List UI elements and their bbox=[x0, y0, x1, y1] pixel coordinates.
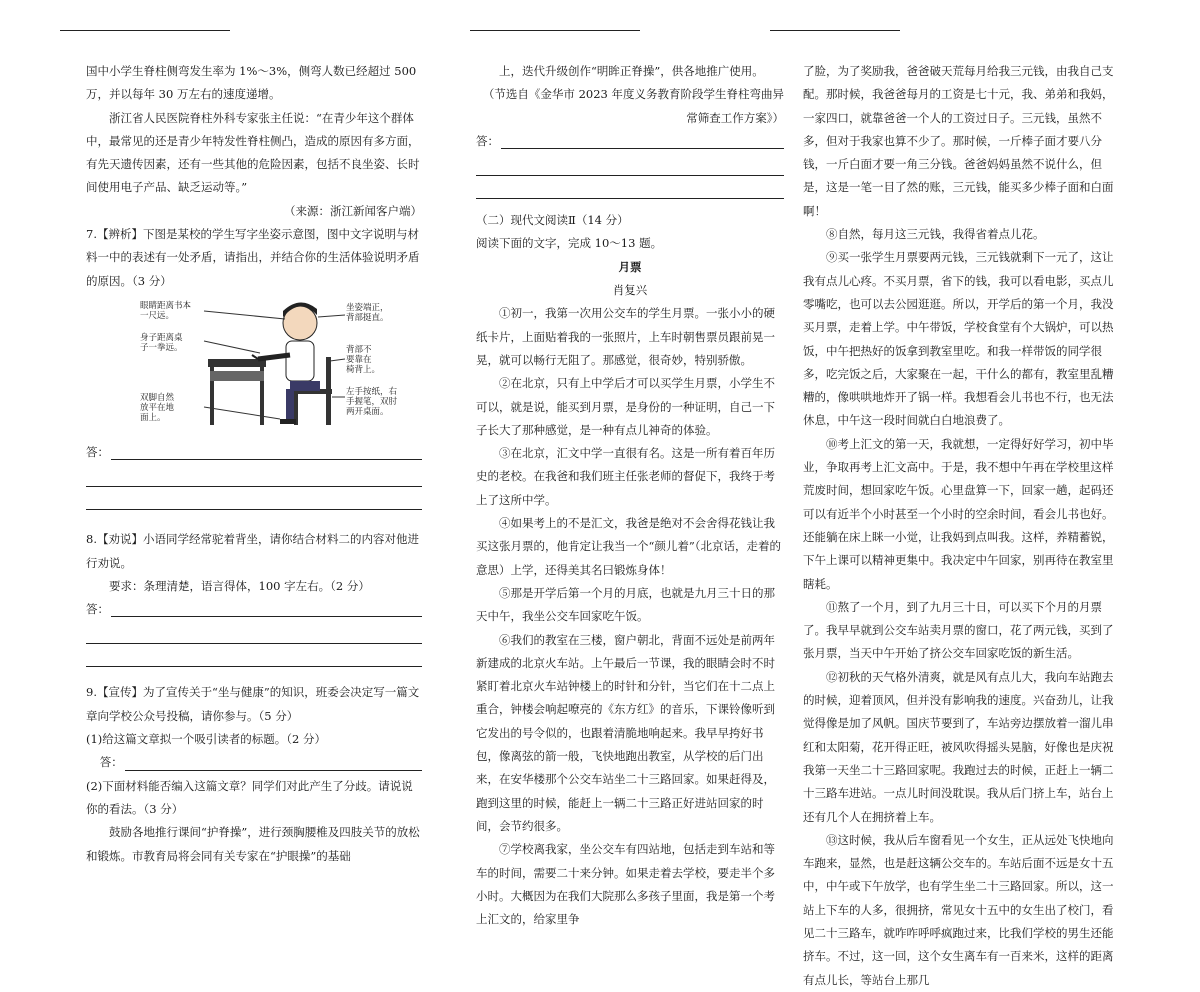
material-source: （来源：浙江新闻客户端） bbox=[284, 203, 422, 218]
question-8: 8.【劝说】小语同学经常驼着背坐，请你结合材料二的内容对他进行劝说。 bbox=[86, 532, 419, 570]
article-paragraph: ⑬这时候，我从后车窗看见一个女生，正从远处飞快地向车跑来，显然，也是赶这辆公交车的。车站后面不远是女十五中，中午或下午放学，也有学生坐二十三路回家。所以，这一站上下车的人多，很拥挤，常见女十五中的女生出了校门，看见二十三路车，就咋咋呼呼疯跑过来，比我们学校的男生还能挤车。不过，这一回，这个女生离车有一百来米，这样的距离有点儿长，等站台上那几 bbox=[803, 832, 1114, 987]
q8-answer-line[interactable]: 答： bbox=[86, 598, 422, 621]
article-paragraph: ⑩考上汇文的第一天，我就想，一定得好好学习，初中毕业，争取再考上汇文高中。于是，我不想中午再在学校里这样荒废时间，想回家吃午饭。心里盘算一下，回家一趟，起码还可以有近半个小时甚至一个小时的空余时间，看会儿书也好。还能躺在床上眯一小觉，让我妈到点叫我。这样，养精蓄锐，下午上课可以精神更集中。我决定中午回家，别再待在教室里瞎耗。 bbox=[803, 436, 1114, 591]
question-9-2: (2)下面材料能否编入这篇文章？同学们对此产生了分歧。请说说你的看法。（3 分） bbox=[86, 778, 413, 816]
article-author: 肖复兴 bbox=[612, 283, 648, 298]
figure-label-back: 背部不 要靠在 椅背上。 bbox=[346, 344, 381, 375]
figure-label-posture: 坐姿端正， 背部挺直。 bbox=[346, 302, 389, 323]
material-paragraph: 国中小学生脊柱侧弯发生率为 1%～3%，侧弯人数已经超过 500 万，并以每年 30 万左右的速度递增。 bbox=[86, 64, 420, 102]
question-7: 7.【辨析】下图是某校的学生写字坐姿示意图，图中文字说明与材料一中的表述有一处矛盾，请指出，并结合你的生活体验说明矛盾的原因。（3 分） bbox=[86, 227, 420, 288]
answer-line[interactable] bbox=[86, 487, 422, 510]
material-paragraph: 浙江省人民医院脊柱外科专家张主任说：“在青少年这个群体中，最常见的还是青少年特发性脊柱侧凸，造成的原因有多方面，有先天遗传因素，还有一些其他的危险因素，包括不良坐姿、长时间使用电子产品、缺乏运动等。” bbox=[86, 110, 420, 195]
figure-label-body-distance: 身子距离桌 子一拳远。 bbox=[140, 332, 183, 353]
sitting-posture-figure bbox=[140, 297, 400, 437]
article-title: 月票 bbox=[618, 259, 642, 274]
answer-line[interactable] bbox=[86, 644, 422, 667]
figure-label-hands: 左手按纸，右 手握笔，双肘 两开桌面。 bbox=[346, 386, 398, 417]
question-9: 9.【宣传】为了宣传关于“坐与健康”的知识，班委会决定写一篇文章向学校公众号投稿，请你参与。（5 分） bbox=[86, 685, 420, 723]
article-paragraph: ⑥我们的教室在三楼，窗户朝北，背面不远处是前两年新建成的北京火车站。上午最后一节课，我的眼睛会时不时紧盯着北京火车站钟楼上的时针和分针，当它们在十二点上重合，钟楼会响起嘹亮的《东方红》的音乐，下课铃像听到它发出的号令似的，也跟着清脆地响起来。我早早挎好书包，像离弦的箭一般，飞快地跑出教室，从学校的后门出来，在安华楼那个公交车站坐二十三路回家。如果赶得及，跑到这里的时候，能赶上一辆二十三路正好进站回家的时间，会节约很多。 bbox=[476, 632, 775, 833]
middle-column bbox=[476, 60, 784, 931]
reading-instruction: 阅读下面的文字，完成 10～13 题。 bbox=[476, 236, 663, 251]
article-paragraph: ⑦学校离我家，坐公交车有四站地，包括走到车站和等车的时间，需要二十来分钟。如果走着去学校，要走半个多小时。大概因为在我们大院那么多孩子里面，我是第一个考上汇文的，给家里争 bbox=[476, 842, 775, 927]
q9-2-answer-line[interactable]: 答： bbox=[476, 130, 784, 153]
header-rule-left bbox=[60, 30, 230, 31]
q9-1-answer-line[interactable]: 答： bbox=[86, 751, 422, 774]
question-9-1: (1)给这篇文章拟一个吸引读者的标题。（2 分） bbox=[86, 732, 327, 747]
material-source: （节选自《金华市 2023 年度义务教育阶段学生脊柱弯曲异常筛查工作方案》） bbox=[482, 87, 784, 125]
header-rule-right bbox=[770, 30, 900, 31]
question-9-material: 鼓励各地推行课间“护脊操”，进行颈胸腰椎及四肢关节的放松和锻炼。市教育局将会同有关专家在“护眼操”的基础 bbox=[86, 825, 420, 863]
article-paragraph: ③在北京，汇文中学一直很有名。这是一所有着百年历史的老校。在我爸和我们班主任张老师的督促下，我终于考上了这所中学。 bbox=[476, 446, 775, 507]
section-heading: （二）现代文阅读Ⅱ（14 分） bbox=[476, 213, 629, 228]
q7-answer-line[interactable]: 答： bbox=[86, 441, 422, 464]
answer-line[interactable] bbox=[476, 176, 784, 199]
figure-label-feet: 双脚自然 放平在地 面上。 bbox=[140, 392, 175, 423]
right-column bbox=[803, 60, 1123, 992]
article-paragraph: ⑪熬了一个月，到了九月三十日，可以买下个月的月票了。我早早就到公交车站卖月票的窗口，花了两元钱，买到了张月票，当天中午开始了挤公交车回家吃饭的新生活。 bbox=[803, 599, 1114, 661]
article-paragraph: ⑧自然，每月这三元钱，我得省着点儿花。 bbox=[826, 227, 1045, 242]
question-8-requirement: 要求：条理清楚，语言得体，100 字左右。（2 分） bbox=[109, 578, 370, 593]
article-paragraph: ①初一，我第一次用公交车的学生月票。一张小小的硬纸卡片，上面贴着我的一张照片，上车时朝售票员跟前晃一晃，就可以畅行无阻了。那感觉，很奇妙，特别骄傲。 bbox=[476, 306, 775, 367]
answer-line[interactable] bbox=[86, 621, 422, 644]
article-paragraph: ⑤那是开学后第一个月的月底，也就是九月三十日的那天中午，我坐公交车回家吃午饭。 bbox=[476, 585, 775, 624]
article-paragraph: ②在北京，只有上中学后才可以买学生月票，小学生不可以，就是说，能买到月票，是身份的一种证明，自己一下子长大了那种感觉，是一种有点儿神奇的体验。 bbox=[476, 376, 775, 437]
article-paragraph: ⑨买一张学生月票要两元钱，三元钱就剩下一元了，这让我有点儿心疼。不买月票，省下的钱，我可以看电影，买点儿零嘴吃，也可以去公园逛逛。所以，开学后的第一个月，我没买月票，走着上学。中午带饭，学校食堂有个大锅炉，可以热饭，中午把热好的饭拿到教室里吃。和我一样带饭的同学很多，吃完饭之后，大家聚在一起，干什么的都有，教室里乱糟糟的，像哄哄地炸开了锅一样。我想看会儿书也不行，也无法休息，中午这一段时间就白白地浪费了。 bbox=[803, 250, 1114, 428]
material-continuation: 上，迭代升级创作“明眸正脊操”，供各地推广使用。 bbox=[499, 64, 764, 78]
header-rule-middle bbox=[470, 30, 640, 31]
article-paragraph: ⑫初秋的天气格外清爽，就是风有点儿大，我向车站跑去的时候，迎着顶风，但并没有影响我的速度。兴奋劲儿，让我觉得像是加了风帆。国庆节要到了，车站旁边摆放着一溜儿串红和太阳菊，花开得正旺，被风吹得摇头晃脑，好像也是庆祝我第一天坐二十三路回家呢。我跑过去的时候，正赶上一辆二十三路车进站。一点儿时间没耽误。我从后门挤上车，站台上还有几个人在拥挤着上车。 bbox=[803, 669, 1114, 824]
answer-line[interactable] bbox=[86, 464, 422, 487]
answer-line[interactable] bbox=[476, 153, 784, 176]
figure-label-eye-distance: 眼睛距离书本 一尺远。 bbox=[140, 300, 192, 321]
article-paragraph: ④如果考上的不是汇文，我爸是绝对不会舍得花钱让我买这张月票的，他肯定让我当一个“颜儿着”（北京话，走着的意思）上学，还得美其名曰锻炼身体！ bbox=[476, 516, 782, 577]
left-column bbox=[86, 60, 422, 868]
article-paragraph: 了脸，为了奖励我，爸爸破天荒每月给我三元钱，由我自己支配。那时候，我爸爸每月的工资是七十元，我、弟弟和我妈，一家四口，就靠爸爸一个人的工资过日子。三元钱，虽然不多，但对于我家也算不少了。那时候，一斤棒子面才要八分钱，一斤白面才要一角三分钱。爸爸妈妈虽然不说什么，但是，这是一笔一目了然的账，三元钱，能买多少棒子面和白面啊！ bbox=[803, 64, 1114, 218]
